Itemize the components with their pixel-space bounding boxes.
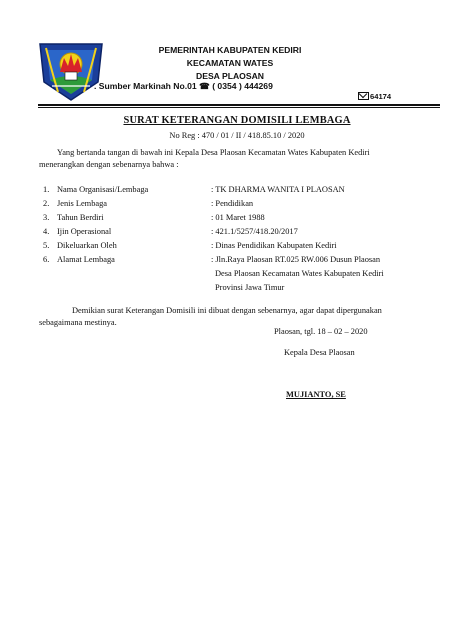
- item-number: 2.: [43, 199, 50, 208]
- letterhead-line3: DESA PLAOSAN: [196, 71, 264, 81]
- letterhead-address: [94, 80, 374, 93]
- item-label: Jenis Lembaga: [57, 199, 108, 208]
- item-label: Tahun Berdiri: [57, 213, 104, 222]
- item-value: : Dinas Pendidikan Kabupaten Kediri: [211, 241, 337, 250]
- item-value: : Jln.Raya Plaosan RT.025 RW.006 Dusun Plaosan: [211, 255, 381, 264]
- postal-code-text: 64174: [370, 92, 392, 101]
- item-label: Dikeluarkan Oleh: [57, 241, 117, 250]
- item-number: 1.: [43, 185, 50, 194]
- postal-code: [358, 92, 391, 101]
- phone-icon: ☎: [199, 81, 210, 91]
- letterhead: [94, 44, 360, 91]
- letterhead-rule-thick: [38, 104, 440, 106]
- letterhead-line1: PEMERINTAH KABUPATEN KEDIRI: [158, 45, 302, 55]
- item-number: 5.: [43, 241, 50, 250]
- address-continuation-2: Provinsi Jawa Timur: [215, 283, 285, 292]
- envelope-icon: [358, 92, 369, 100]
- registration-number: No Reg : 470 / 01 / II / 418.85.10 / 2020: [169, 131, 305, 140]
- intro-line2: menerangkan dengan sebenarnya bahwa :: [39, 160, 179, 169]
- document-title: SURAT KETERANGAN DOMISILI LEMBAGA: [123, 115, 351, 126]
- item-value: : Pendidikan: [211, 199, 254, 208]
- address-text: . Sumber Markinah No.01: [94, 81, 197, 91]
- kediri-emblem-icon: [38, 42, 104, 102]
- closing-line2: sebagaimana mestinya.: [39, 318, 117, 327]
- closing-line1: Demikian surat Keterangan Domisili ini dibuat dengan sebenarnya, agar dapat dipergunakan: [72, 306, 382, 315]
- item-value: : 421.1/5257/418.20/2017: [211, 227, 298, 236]
- item-number: 3.: [43, 213, 50, 222]
- item-label: Nama Organisasi/Lembaga: [57, 185, 149, 194]
- item-number: 6.: [43, 255, 50, 264]
- item-label: Ijin Operasional: [57, 227, 112, 236]
- letterhead-line2: KECAMATAN WATES: [186, 58, 274, 68]
- signer-title: Kepala Desa Plaosan: [284, 348, 355, 357]
- item-value: : TK DHARMA WANITA I PLAOSAN: [211, 185, 345, 194]
- item-number: 4.: [43, 227, 50, 236]
- signer-name: MUJIANTO, SE: [286, 390, 346, 399]
- intro-line1: Yang bertanda tangan di bawah ini Kepala Desa Plaosan Kecamatan Wates Kabupaten Kediri: [57, 148, 370, 157]
- item-value: : 01 Maret 1988: [211, 213, 265, 222]
- address-continuation-1: Desa Plaosan Kecamatan Wates Kabupaten Kediri: [215, 269, 384, 278]
- place-date: Plaosan, tgl. 18 – 02 – 2020: [274, 327, 368, 336]
- phone-number: ( 0354 ) 444269: [212, 81, 273, 91]
- letterhead-rule-thin: [38, 107, 440, 108]
- item-label: Alamat Lembaga: [57, 255, 115, 264]
